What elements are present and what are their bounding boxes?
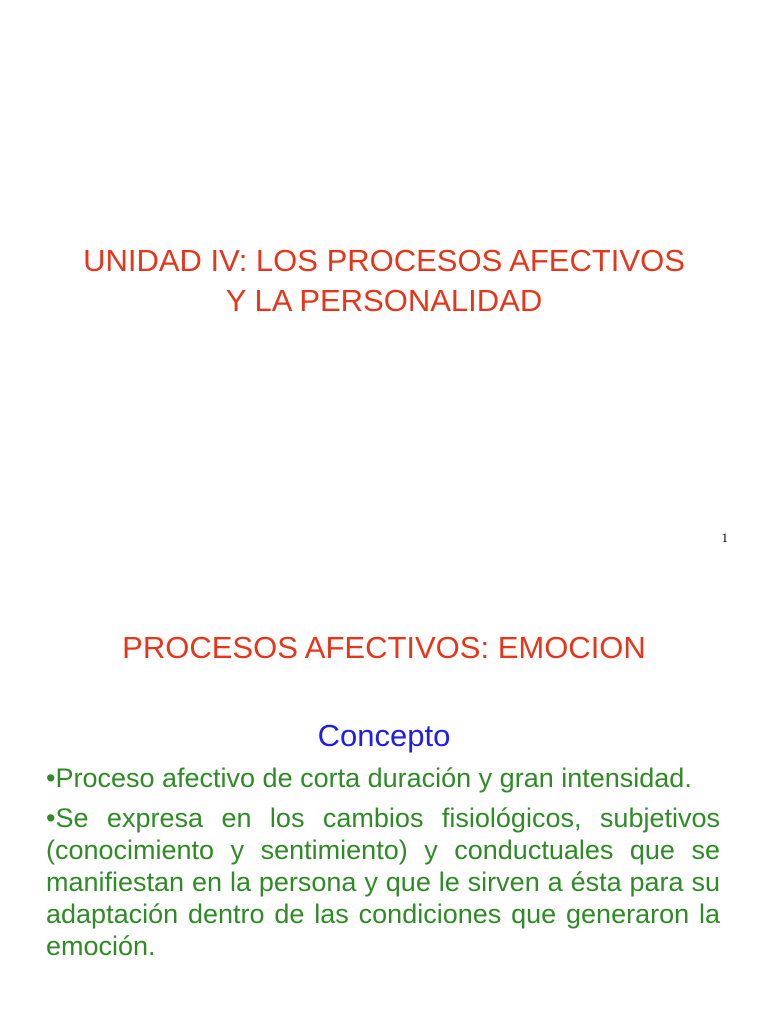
bullet-item: •Se expresa en los cambios fisiológicos, subjetivos (conocimiento y sentimiento) y conductuales que se manifiestan en la persona y que le sirven a ésta para su adaptación dentro de las condiciones que generaron la emoción. [46, 803, 720, 961]
slide-1-title-line-1: UNIDAD IV: LOS PROCESOS AFECTIVOS [83, 243, 685, 278]
slide-2-title: PROCESOS AFECTIVOS: EMOCION [122, 630, 646, 665]
page-number: 1 [721, 530, 728, 545]
slide-2 [0, 576, 768, 1024]
bullet-item: •Proceso afectivo de corta duración y gran intensidad. [46, 763, 692, 793]
section-subtitle: Concepto [317, 718, 451, 753]
bullet-list [46, 762, 720, 970]
slide-1-title [30, 241, 738, 321]
slide-1-title-line-2: Y LA PERSONALIDAD [225, 283, 543, 318]
